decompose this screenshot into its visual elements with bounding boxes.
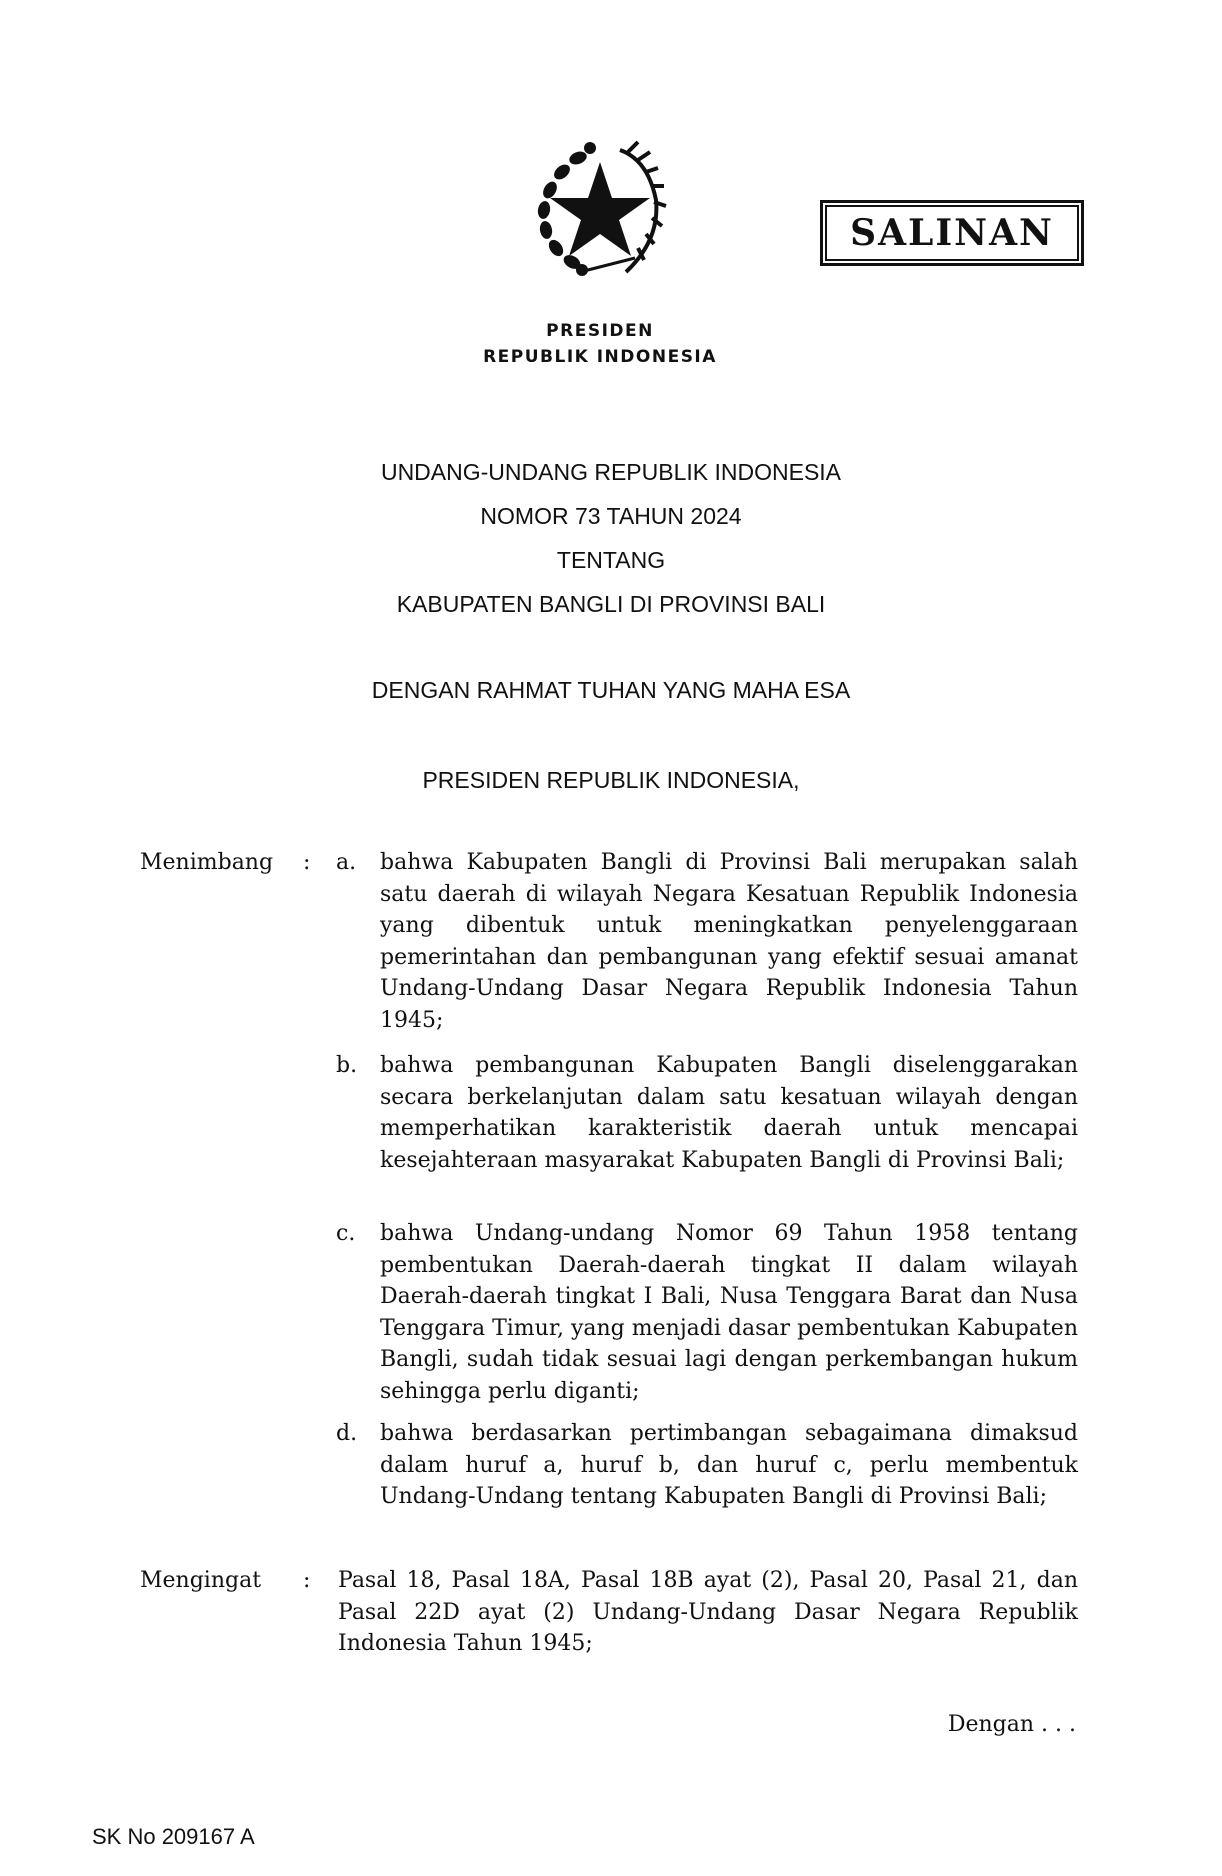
law-number: NOMOR 73 TAHUN 2024 <box>480 503 742 529</box>
law-title: UNDANG-UNDANG REPUBLIK INDONESIA <box>380 459 842 485</box>
garuda-star-emblem-icon <box>520 130 680 285</box>
salinan-stamp: SALINAN <box>820 200 1084 266</box>
menimbang-colon: : <box>303 850 311 875</box>
menimbang-label: Menimbang <box>140 850 274 875</box>
mengingat-colon: : <box>303 1568 311 1593</box>
president-line: PRESIDEN <box>546 321 654 341</box>
item-letter: a. <box>336 850 357 875</box>
item-letter: b. <box>336 1053 358 1078</box>
republic-line: REPUBLIK INDONESIA <box>483 347 717 367</box>
menimbang-item-a: bahwa Kabupaten Bangli di Provinsi Bali merupakan salah satu daerah di wilayah Negara Kesatuan Republik Indonesia yang dibentuk untuk meningkatkan penyelenggaraan pemerintahan dan pembangunan yang efektif sesuai amanat Undang-Undang Dasar Negara Republik Indonesia Tahun 1945; <box>380 850 1078 1033</box>
menimbang-item-d: bahwa berdasarkan pertimbangan sebagaimana dimaksud dalam huruf a, huruf b, dan huruf c, perlu membentuk Undang-Undang tentang Kabupaten Bangli di Provinsi Bali; <box>380 1421 1078 1509</box>
president-heading <box>440 318 760 370</box>
law-about: TENTANG <box>556 547 666 573</box>
sk-number: SK No 209167 A <box>92 1824 255 1849</box>
mengingat-text: Pasal 18, Pasal 18A, Pasal 18B ayat (2), Pasal 20, Pasal 21, dan Pasal 22D ayat (2) Undang-Undang Dasar Negara Republik Indonesia Tahun 1945; <box>338 1568 1078 1656</box>
menimbang-item-b: bahwa pembangunan Kabupaten Bangli diselenggarakan secara berkelanjutan dalam satu kesatuan wilayah dengan memperhatikan karakteristik daerah untuk mencapai kesejahteraan masyarakat Kabupaten Bangli di Provinsi Bali; <box>380 1053 1078 1173</box>
issuer: PRESIDEN REPUBLIK INDONESIA, <box>422 767 800 793</box>
mengingat-label: Mengingat <box>140 1568 262 1593</box>
item-letter: c. <box>336 1221 356 1246</box>
law-subject: KABUPATEN BANGLI DI PROVINSI BALI <box>396 591 826 617</box>
menimbang-item-c: bahwa Undang-undang Nomor 69 Tahun 1958 tentang pembentukan Daerah-daerah tingkat II dalam wilayah Daerah-daerah tingkat I Bali, Nusa Tenggara Barat dan Nusa Tenggara Timur, yang menjadi dasar pembentukan Kabupaten Bangli, sudah tidak sesuai lagi dengan perkembangan hukum sehingga perlu diganti; <box>380 1221 1078 1404</box>
invocation: DENGAN RAHMAT TUHAN YANG MAHA ESA <box>371 677 851 703</box>
continuation-marker: Dengan . . . <box>947 1712 1076 1737</box>
item-letter: d. <box>336 1421 358 1446</box>
